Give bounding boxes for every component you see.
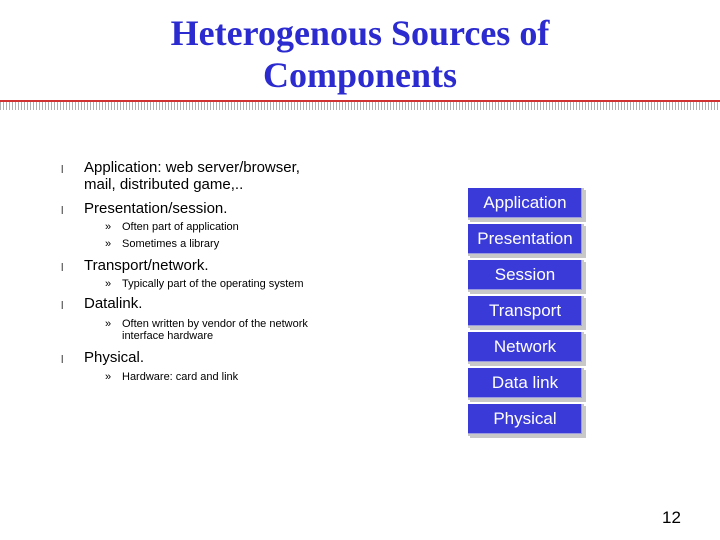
layer-presentation: Presentation: [468, 224, 584, 256]
layer-physical: Physical: [468, 404, 584, 436]
sub-bullet: [105, 318, 422, 342]
sub-bullet-text-line-2: interface hardware: [122, 330, 214, 342]
title-divider-shadow: [0, 102, 720, 110]
bullet-text-line-1: Application: web server/browser,: [84, 159, 300, 176]
sub-bullet-icon: »: [105, 371, 112, 383]
title-line-2: Components: [262, 55, 458, 95]
bullet-text: Datalink.: [84, 295, 143, 312]
bullet-physical: [61, 349, 444, 366]
bullet-application: [61, 159, 444, 193]
sub-bullet: [105, 221, 422, 233]
bullet-icon: l: [61, 164, 64, 176]
sub-bullet-icon: »: [105, 278, 112, 290]
bullet-presentation: [61, 200, 444, 217]
bullet-text: Physical.: [84, 349, 145, 366]
bullet-datalink: [61, 295, 444, 312]
sub-bullet-icon: »: [105, 238, 112, 250]
sub-bullet: [105, 278, 422, 290]
bullet-icon: l: [61, 300, 64, 312]
sub-bullet-text: Often part of application: [122, 221, 239, 233]
bullet-icon: l: [61, 354, 64, 366]
bullet-text: Presentation/session.: [84, 200, 228, 217]
sub-bullet: [105, 371, 422, 383]
layer-transport: Transport: [468, 296, 584, 328]
bullet-icon: l: [61, 262, 64, 274]
sub-bullet-icon: »: [105, 318, 112, 330]
bullet-transport: [61, 257, 444, 274]
layer-data-link: Data link: [468, 368, 584, 400]
title-line-1: Heterogenous Sources of: [170, 13, 550, 53]
bullet-text-line-2: mail, distributed game,..: [84, 176, 244, 193]
sub-bullet-text: Hardware: card and link: [122, 371, 239, 383]
layer-network: Network: [468, 332, 584, 364]
sub-bullet-text: Sometimes a library: [122, 238, 220, 250]
bullet-icon: l: [61, 205, 64, 217]
layer-application: Application: [468, 188, 584, 220]
page-number: 12: [662, 508, 681, 527]
sub-bullet: [105, 238, 422, 250]
slide-title: [0, 12, 720, 96]
layer-session: Session: [468, 260, 584, 292]
sub-bullet-text-line-1: Often written by vendor of the network: [122, 318, 308, 330]
sub-bullet-icon: »: [105, 221, 112, 233]
bullet-text: Transport/network.: [84, 257, 209, 274]
sub-bullet-text: Typically part of the operating system: [122, 278, 304, 290]
